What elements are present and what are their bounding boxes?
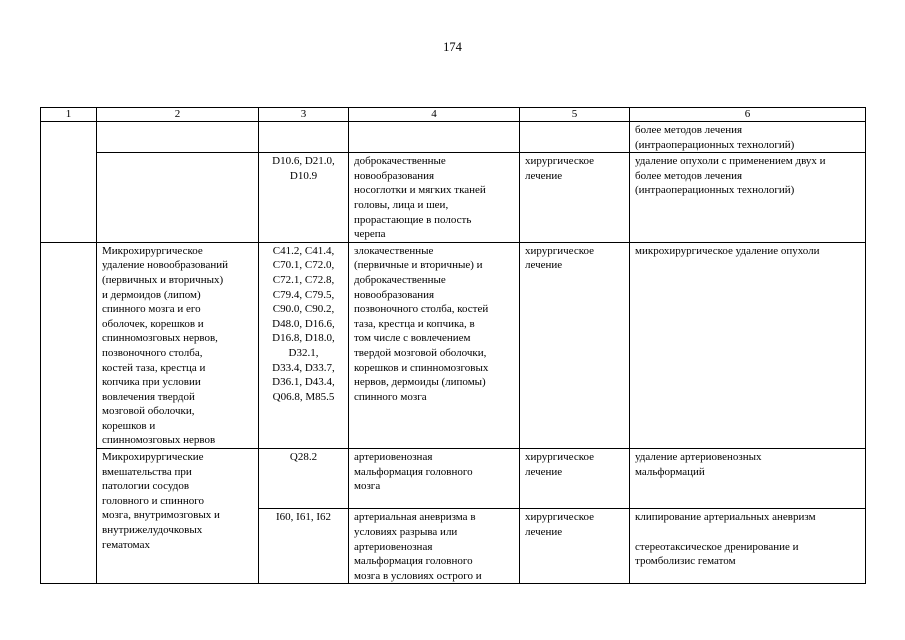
cell-empty — [259, 122, 349, 153]
cell-empty — [520, 122, 630, 153]
procedure-name-cell: Микрохирургические вмешательства при патологии сосудов головного и спинного мозга, внутримозговых и внутрижелудочковых гематомах — [97, 449, 259, 584]
header-cell: 2 — [97, 108, 259, 122]
treatment-method-cell: удаление опухоли с применением двух и более методов лечения (интраоперационных технологий) — [630, 153, 866, 243]
icd-codes-cell: D10.6, D21.0, D10.9 — [259, 153, 349, 243]
table-row — [41, 122, 866, 153]
page-number: 174 — [443, 40, 462, 54]
diagnosis-cell: злокачественные (первичные и вторичные) и доброкачественные новообразования позвоночного столба, костей таза, крестца и копчика, в том числе с вовлечением твердой мозговой оболочки, корешков и спинномозговых нервов, дермоиды (липомы) спинного мозга — [349, 242, 520, 448]
header-cell: 1 — [41, 108, 97, 122]
treatment-type-cell: хирургическое лечение — [520, 509, 630, 584]
diagnosis-cell: артериальная аневризма в условиях разрыва или артериовенозная мальформация головного мозга в условиях острого и — [349, 509, 520, 584]
treatment-method-cell: более методов лечения (интраоперационных технологий) — [630, 122, 866, 153]
header-cell: 4 — [349, 108, 520, 122]
table-row — [41, 153, 866, 243]
table-row — [41, 449, 866, 509]
icd-codes-cell: I60, I61, I62 — [259, 509, 349, 584]
header-cell: 3 — [259, 108, 349, 122]
table-header-row — [41, 108, 866, 122]
number-cell-empty — [41, 122, 97, 243]
number-cell-empty — [41, 242, 97, 584]
cell-empty — [349, 122, 520, 153]
diagnosis-cell: артериовенозная мальформация головного мозга — [349, 449, 520, 509]
treatment-method-cell: клипирование артериальных аневризм стереотаксическое дренирование и тромболизис гематом — [630, 509, 866, 584]
table-row — [41, 242, 866, 448]
medical-procedures-table — [40, 107, 866, 584]
icd-codes-cell: Q28.2 — [259, 449, 349, 509]
treatment-type-cell: хирургическое лечение — [520, 449, 630, 509]
cell-empty — [97, 122, 259, 153]
treatment-method-cell: удаление артериовенозных мальформаций — [630, 449, 866, 509]
icd-codes-cell: C41.2, C41.4, C70.1, C72.0, C72.1, C72.8, C79.4, C79.5, C90.0, C90.2, D48.0, D16.6, D16.8, D18.0, D32.1, D33.4, D33.7, D36.1, D43.4, Q06.8, M85.5 — [259, 242, 349, 448]
diagnosis-cell: доброкачественные новообразования носоглотки и мягких тканей головы, лица и шеи, прорастающие в полость черепа — [349, 153, 520, 243]
treatment-type-cell: хирургическое лечение — [520, 242, 630, 448]
treatment-method-cell: микрохирургическое удаление опухоли — [630, 242, 866, 448]
header-cell: 5 — [520, 108, 630, 122]
procedure-name-cell: Микрохирургическое удаление новообразований (первичных и вторичных) и дермоидов (липом) спинного мозга и его оболочек, корешков и спинномозговых нервов, позвоночного столба, костей таза, крестца и копчика при условии вовлечения твердой мозговой оболочки, корешков и спинномозговых нервов — [97, 242, 259, 448]
cell-empty — [97, 153, 259, 243]
header-cell: 6 — [630, 108, 866, 122]
treatment-type-cell: хирургическое лечение — [520, 153, 630, 243]
